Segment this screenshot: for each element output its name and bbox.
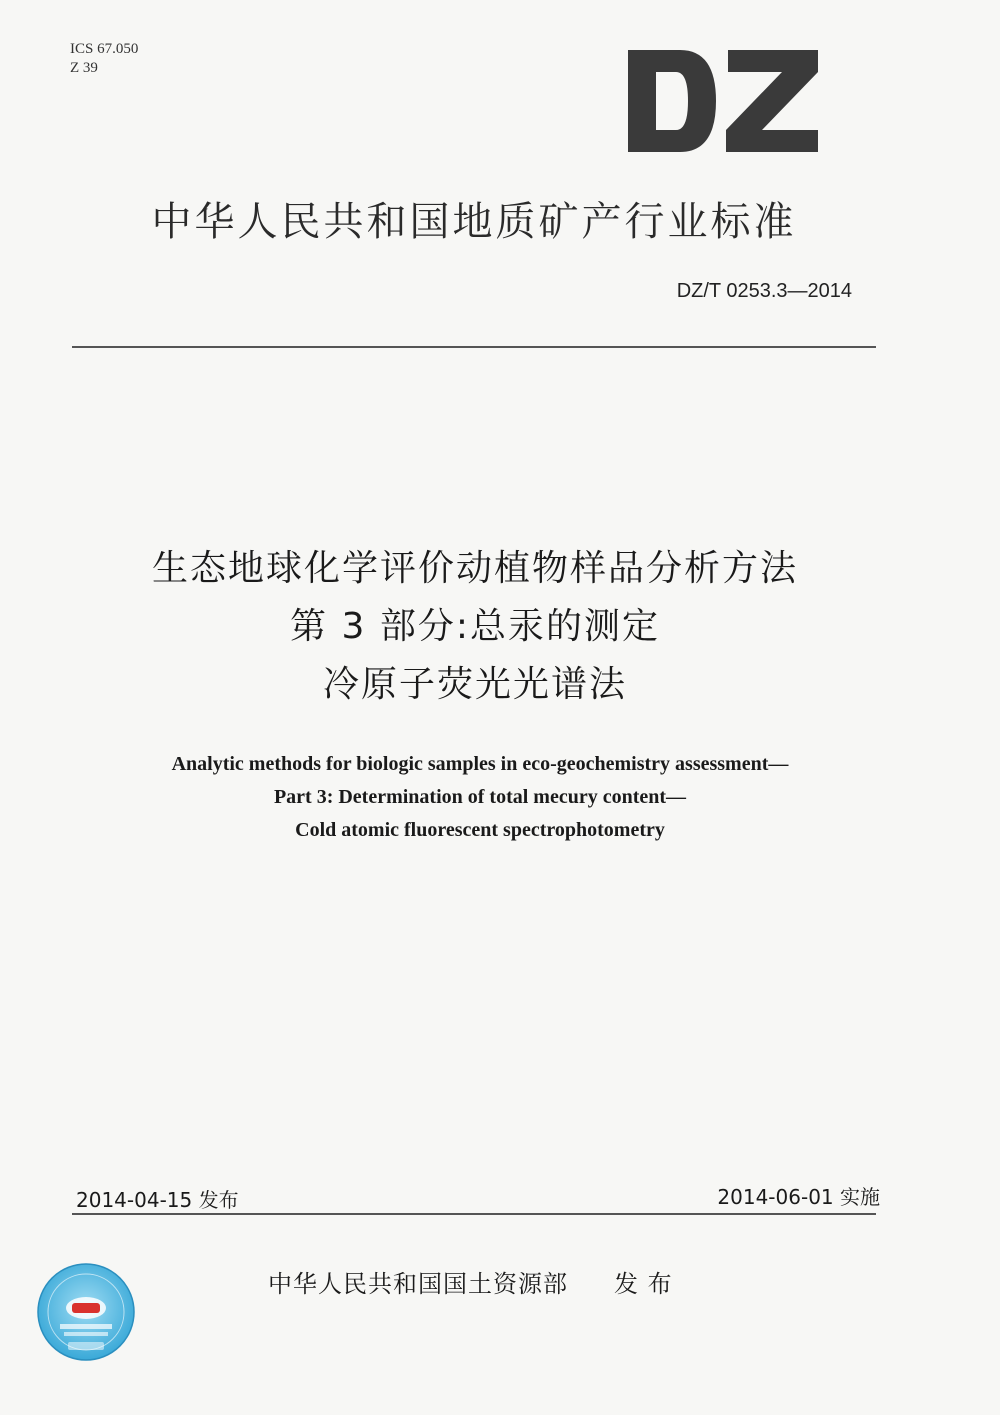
english-title-line-3: Cold atomic fluorescent spectrophotometry (295, 819, 665, 841)
issuer-action: 发 布 (614, 1270, 673, 1298)
standard-number: DZ/T 0253.3—2014 (676, 280, 852, 302)
standard-type: 中华人民共和国地质矿产行业标准 (151, 199, 797, 245)
dz-logo (622, 50, 822, 152)
logo-letter-d (628, 50, 716, 152)
issuing-authority (268, 1264, 673, 1299)
chinese-title (0, 540, 950, 714)
chinese-title-line-2: 第 3 部分:总汞的测定 (290, 606, 660, 647)
implementation-date: 2014-06-01 实施 (717, 1185, 880, 1209)
anti-counterfeit-seal (36, 1262, 136, 1362)
footer-divider (72, 1213, 876, 1215)
ics-code: ICS 67.050 (70, 41, 139, 57)
english-title-line-2: Part 3: Determination of total mecury content— (273, 786, 687, 808)
logo-letter-z (726, 50, 818, 152)
issuer-name: 中华人民共和国国土资源部 (268, 1270, 568, 1298)
classification-codes (70, 40, 138, 78)
header-divider (72, 346, 876, 348)
english-title-line-1: Analytic methods for biologic samples in eco-geochemistry assessment— (171, 753, 789, 775)
english-title (0, 748, 960, 847)
chinese-title-line-1: 生态地球化学评价动植物样品分析方法 (151, 548, 798, 589)
ccs-code: Z 39 (70, 60, 98, 76)
issue-date: 2014-04-15 发布 (76, 1188, 239, 1212)
chinese-title-line-3: 冷原子荧光光谱法 (322, 664, 627, 705)
